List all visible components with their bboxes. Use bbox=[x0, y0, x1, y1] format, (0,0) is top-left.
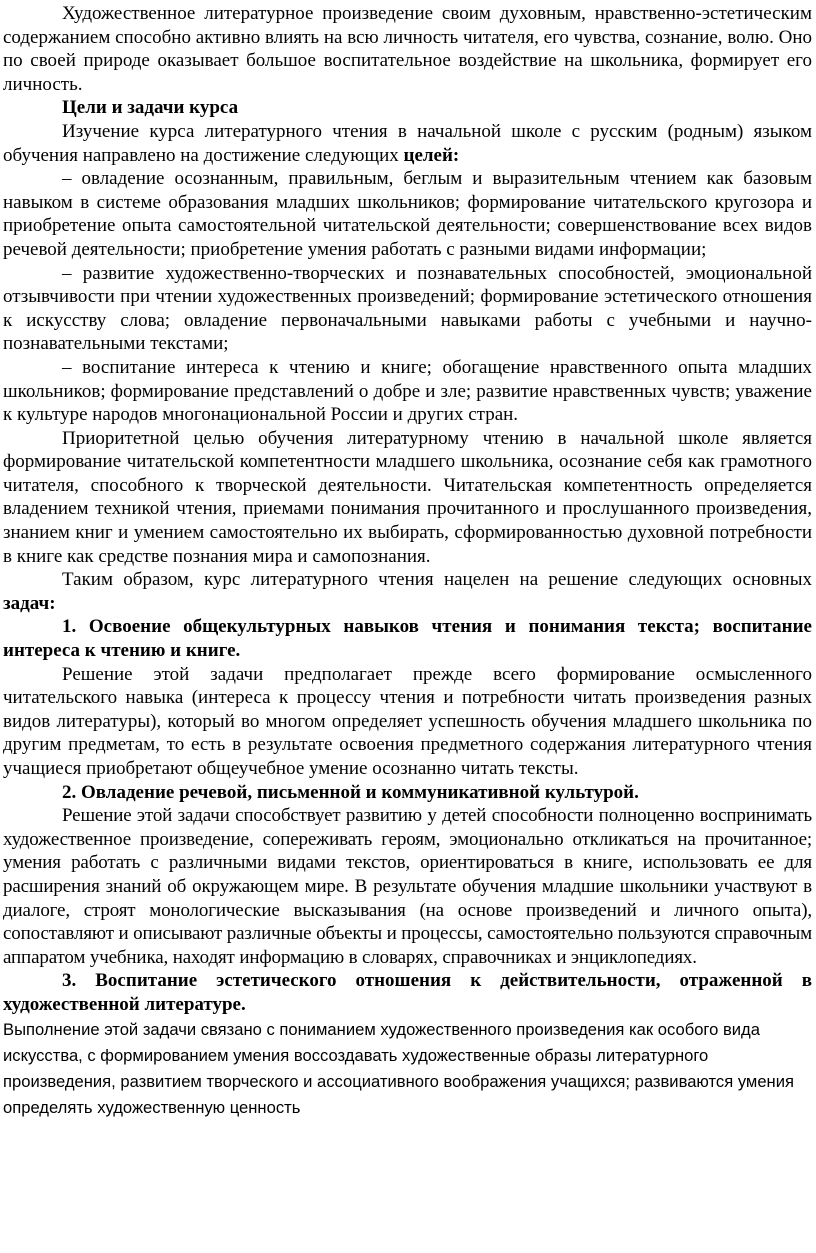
task-2-paragraph: Решение этой задачи способствует развитию у детей способности полноценно воспринимать художественное произведение, сопереживать героям, эмоционально откликаться на прочитанное; умения работать с различными видами текстов, ориентироваться в книге, использовать ее для расширения знаний об окружающем мире. В результате обучения младшие школьники участвуют в диалоге, строят монологические высказывания (на основе произведений и личного опыта), сопоставляют и описывают различные объекты и процессы, самостоятельно пользуются справочным аппаратом учебника, находят информацию в словарях, справочниках и энциклопедиях. bbox=[3, 805, 812, 968]
task-1-heading: 1. Освоение общекультурных навыков чтения и понимания текста; воспитание интереса к чтению и книге. bbox=[3, 616, 812, 662]
task-1-paragraph: Решение этой задачи предполагает прежде всего формирование осмысленного читательского навыка (интереса к процессу чтения и потребности читать произведения разных видов литературы), который во многом определяет успешность обучения младшего школьника по другим предметам, то есть в результате освоения предметного содержания литературного чтения учащиеся приобретают общеучебное умение осознанно читать тексты. bbox=[3, 663, 812, 779]
task-2-heading: 2. Овладение речевой, письменной и коммуникативной культурой. bbox=[62, 781, 639, 803]
goal-item-2: – развитие художественно-творческих и познавательных способностей, эмоциональной отзывчивости при чтении художественных произведений; формирование эстетического отношения к искусству слова; овладение первоначальными навыками работы с учебными и научно-познавательными текстами; bbox=[3, 262, 812, 355]
tasks-intro-paragraph bbox=[3, 568, 812, 615]
goals-keyword: целей: bbox=[403, 144, 460, 166]
goal-item-1: – овладение осознанным, правильным, беглым и выразительным чтением как базовым навыком в системе образования младших школьников; формирование читательского кругозора и приобретение опыта самостоятельной читательской деятельности; совершенствование всех видов речевой деятельности; приобретение умения работать с разными видами информации; bbox=[3, 168, 812, 260]
section-heading-goals: Цели и задачи курса bbox=[62, 97, 239, 119]
tasks-intro-text: Таким образом, курс литературного чтения нацелен на решение следующих основных bbox=[62, 569, 812, 591]
goals-intro-text: Изучение курса литературного чтения в начальной школе с русским (родным) языком обучения направлено на достижение следующих bbox=[3, 120, 812, 166]
goal-item-3: – воспитание интереса к чтению и книге; обогащение нравственного опыта младших школьников; формирование представлений о добре и зле; развитие нравственных чувств; уважение к культуре народов многонациональной России и других стран. bbox=[3, 356, 812, 426]
tasks-keyword: задач: bbox=[3, 592, 56, 614]
goals-intro-paragraph bbox=[3, 120, 812, 167]
intro-paragraph: Художественное литературное произведение своим духовным, нравственно-эстетическим содержанием способно активно влиять на всю личность читателя, его чувства, сознание, волю. Оно по своей природе оказывает большое воспитательное воздействие на школьника, формирует его личность. bbox=[3, 3, 812, 95]
task-3-paragraph: Выполнение этой задачи связано с пониманием художественного произведения как особого вида искусства, с формированием умения воссоздавать художественные образы литературного произведения, развитием творческого и ассоциативного воображения учащихся; развиваются умения определять художественную ценность bbox=[3, 1019, 794, 1118]
priority-goal-paragraph: Приоритетной целью обучения литературному чтению в начальной школе является формирование читательской компетентности младшего школьника, осознание себя как грамотного читателя, способного к творческой деятельности. Читательская компетентность определяется владением техникой чтения, приемами понимания прочитанного и прослушанного произведения, знанием книг и умением самостоятельно их выбирать, сформированностью духовной потребности в книге как средстве познания мира и самопознания. bbox=[3, 427, 812, 567]
task-3-heading: 3. Воспитание эстетического отношения к действительности, отраженной в художественной литературе. bbox=[3, 970, 812, 1015]
